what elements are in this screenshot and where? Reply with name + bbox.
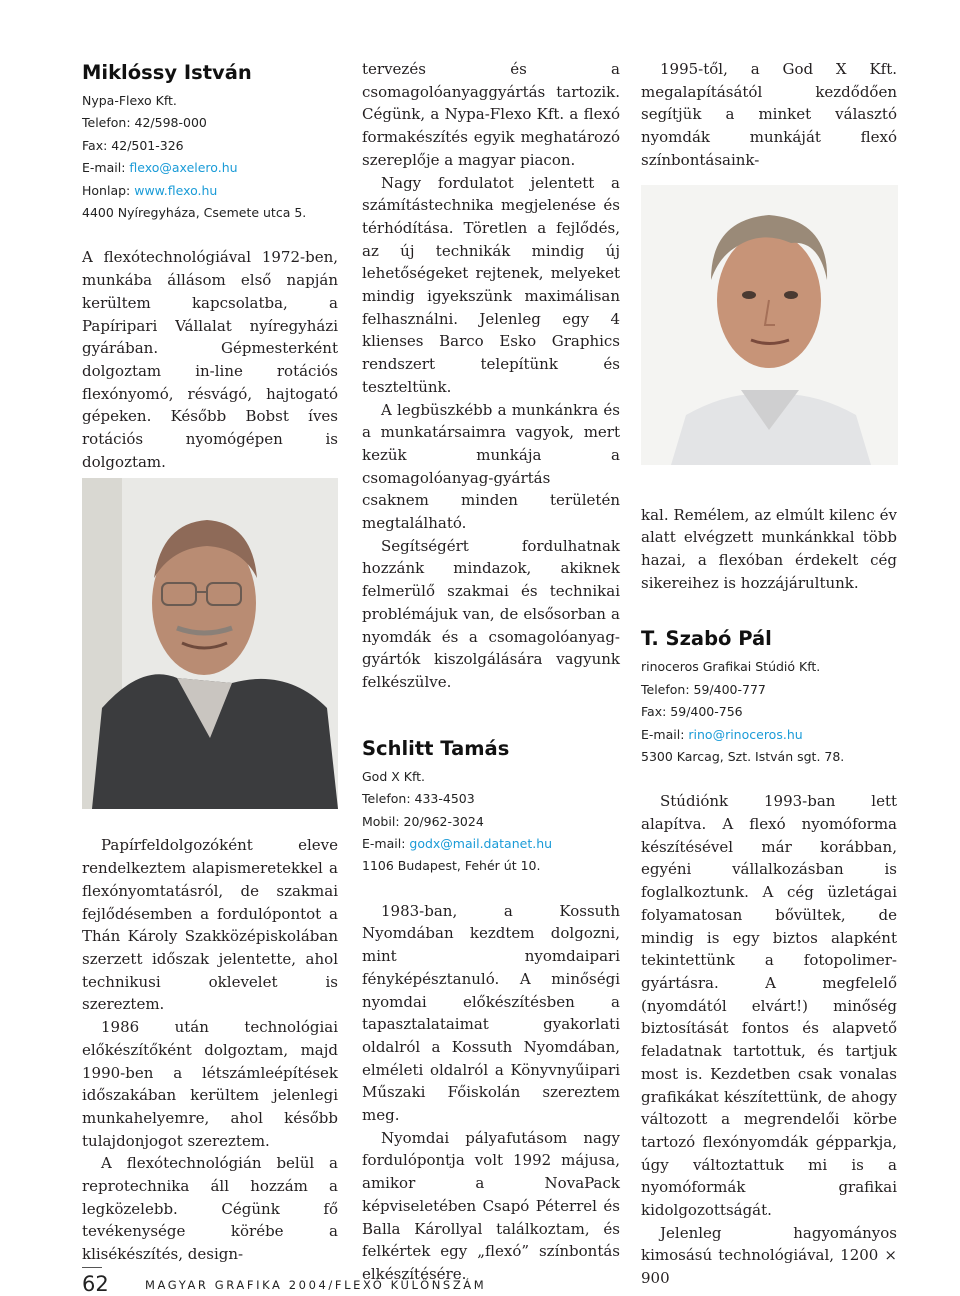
body-paragraph: kal. Remélem, az elmúlt kilenc év alatt elvégzett munkánkkal több hazai, a flexóban érdekelt cég sikereihez is hozzájárultunk. xyxy=(641,505,897,592)
footer-rule xyxy=(82,1267,102,1268)
email-link[interactable]: godx@mail.datanet.hu xyxy=(409,835,553,851)
body-paragraph: tervezés és a csomagolóanyaggyártás tartozik. Cégünk, a Nypa-Flexo Kft. a flexó formakészítés egyik meghatározó szereplője a magyar piacon. xyxy=(362,60,620,169)
email-line xyxy=(362,833,620,855)
body-paragraph: Jelenleg hagyományos kimosású technológiával, 1200 × 900 xyxy=(641,1223,897,1288)
body-paragraph: Stúdiónk 1993-ban lett alapítva. A flexó nyomóforma készítésével már korábban, egyéni vállalkozásban is foglalkoztunk. A cég üzletágai folyamatosan bővültek, de mindig is egy biztos alapként tekintettünk a fotopolimer-gyártásra. A megfelelő (nyomdától elvárt!) minőség biztosítását fontos és alapvető feladatnak tartottuk, és tartjuk most is. Kezdetben csak vonalas grafikákat készítettünk, de ahogy változott a megrendelői körbe tartozó flexónyomdák gépparkja, úgy változtattuk mi is a nyomóformák grafikai kidolgozottságát. xyxy=(641,792,897,1220)
body-paragraph: A legbüszkébb a munkánkra és a munkatársaimra vagyok, mert kezük munkája a csomagolóanyag-gyártás csaknem minden területén megtalálható. xyxy=(362,400,620,533)
phone-number: Telefon: 59/400-777 xyxy=(641,681,766,697)
web-link[interactable]: www.flexo.hu xyxy=(134,182,218,198)
body-paragraph: A flexótechnológián belül a reprotechnika áll hozzám a legközelebb. Cégünk fő tevékenysége körébe a klisékészítés, design- xyxy=(82,1154,338,1264)
body-paragraph: A flexótechnológiával 1972-ben, munkába állásom első napján kerültem kapcsolatba, a Papíripari Vállalat nyíregyházi gyárában. Gépmesterként dolgoztam in-line rotációs flexónyomó, résvágó, hajtogató gépeken. Később Bobst íves rotációs nyomógépen is dolgoztam. xyxy=(82,248,338,471)
email-link[interactable]: flexo@axelero.hu xyxy=(129,160,238,176)
body-paragraph: 1995-től, a God X Kft. megalapításától kezdődően segítjük a minket választó nyomdák munkáját flexó színbontásaink- xyxy=(641,60,897,169)
portrait-photo xyxy=(641,185,898,465)
web-label: Honlap: xyxy=(82,182,135,198)
email-label: E-mail: xyxy=(82,160,130,176)
fax-number: Fax: 42/501-326 xyxy=(82,137,184,153)
column-2 xyxy=(362,58,620,1286)
publication-title: MAGYAR GRAFIKA 2004/FLEXÓ KÜLÖNSZÁM xyxy=(145,1278,487,1292)
body-paragraph: Segítségért fordulhatnak hozzánk mindazok, akiknek felmerülő szakmai és technikai problémájuk van, de elsősorban a nyomdák és a csomagolóanyag-gyártók kiszolgálására vagyunk felkészülve. xyxy=(362,536,620,691)
address: 5300 Karcag, Szt. István sgt. 78. xyxy=(641,748,845,764)
profile-name: Schlitt Tamás xyxy=(362,736,510,760)
portrait-photo xyxy=(82,478,338,809)
address: 1106 Budapest, Fehér út 10. xyxy=(362,858,541,874)
company-name: rinoceros Grafikai Stúdió Kft. xyxy=(641,659,821,675)
email-label: E-mail: xyxy=(362,835,410,851)
body-paragraph: Papírfeldolgozóként eleve rendelkeztem alapismeretekkel a flexónyomtatásról, de szakmai fejlődésemben a fordulópontot a Thán Károly Szakközépiskolában szerzett időszak jelentette, ahol technikusi oklevelet is szereztem. xyxy=(82,836,338,1014)
body-paragraph: 1983-ban, a Kossuth Nyomdában kezdtem dolgozni, mint nyomdaipari fényképésztanuló. A minőségi nyomdai előkészítésben a tapasztalataimat gyakorlati oldalról a Kossuth Nyomdában, elméleti oldalról a Könyvnyűipari Műszaki Főiskolán szereztem meg. xyxy=(362,901,620,1125)
body-paragraph: Nyomdai pályafutásom nagy fordulópontja volt 1992 májusa, amikor a NovaPack képviseletében Csapó Péterrel és Balla Károllyal találkoztam, és felkértek egy „flexó” színbontás elkészítésére. xyxy=(362,1128,620,1283)
web-line xyxy=(82,180,338,202)
page-number: 62 xyxy=(82,1272,109,1296)
email-line xyxy=(82,157,338,179)
body-paragraph: 1986 után technológiai előkészítőként dolgoztam, majd 1990-ben a létszámleépítések időszakában kerültem jelenlegi munkahelyemre, ahol később tulajdonjogot szereztem. xyxy=(82,1018,338,1150)
body-paragraph: Nagy fordulatot jelentett a számítástechnika megjelenése és térhódítása. Töretlen a fejlődés, az új technikák mindig új lehetőségeket rejtenek, melyeket mindig igyekszünk maximálisan felhasználni. Jelenleg egy 4 klienses Barco Esko Graphics rendszert telepítünk és teszteltünk. xyxy=(362,173,620,396)
phone-number: Telefon: 433-4503 xyxy=(362,791,475,807)
profile-name: Miklóssy István xyxy=(82,61,252,84)
address: 4400 Nyíregyháza, Csemete utca 5. xyxy=(82,205,307,221)
mobile-number: Mobil: 20/962-3024 xyxy=(362,813,484,829)
phone-number: Telefon: 42/598-000 xyxy=(82,115,207,131)
company-name: God X Kft. xyxy=(362,768,426,784)
email-line xyxy=(641,724,897,746)
email-link[interactable]: rino@rinoceros.hu xyxy=(688,726,803,742)
company-name: Nypa-Flexo Kft. xyxy=(82,93,177,108)
profile-name: T. Szabó Pál xyxy=(641,627,772,651)
email-label: E-mail: xyxy=(641,726,689,742)
fax-number: Fax: 59/400-756 xyxy=(641,704,743,720)
